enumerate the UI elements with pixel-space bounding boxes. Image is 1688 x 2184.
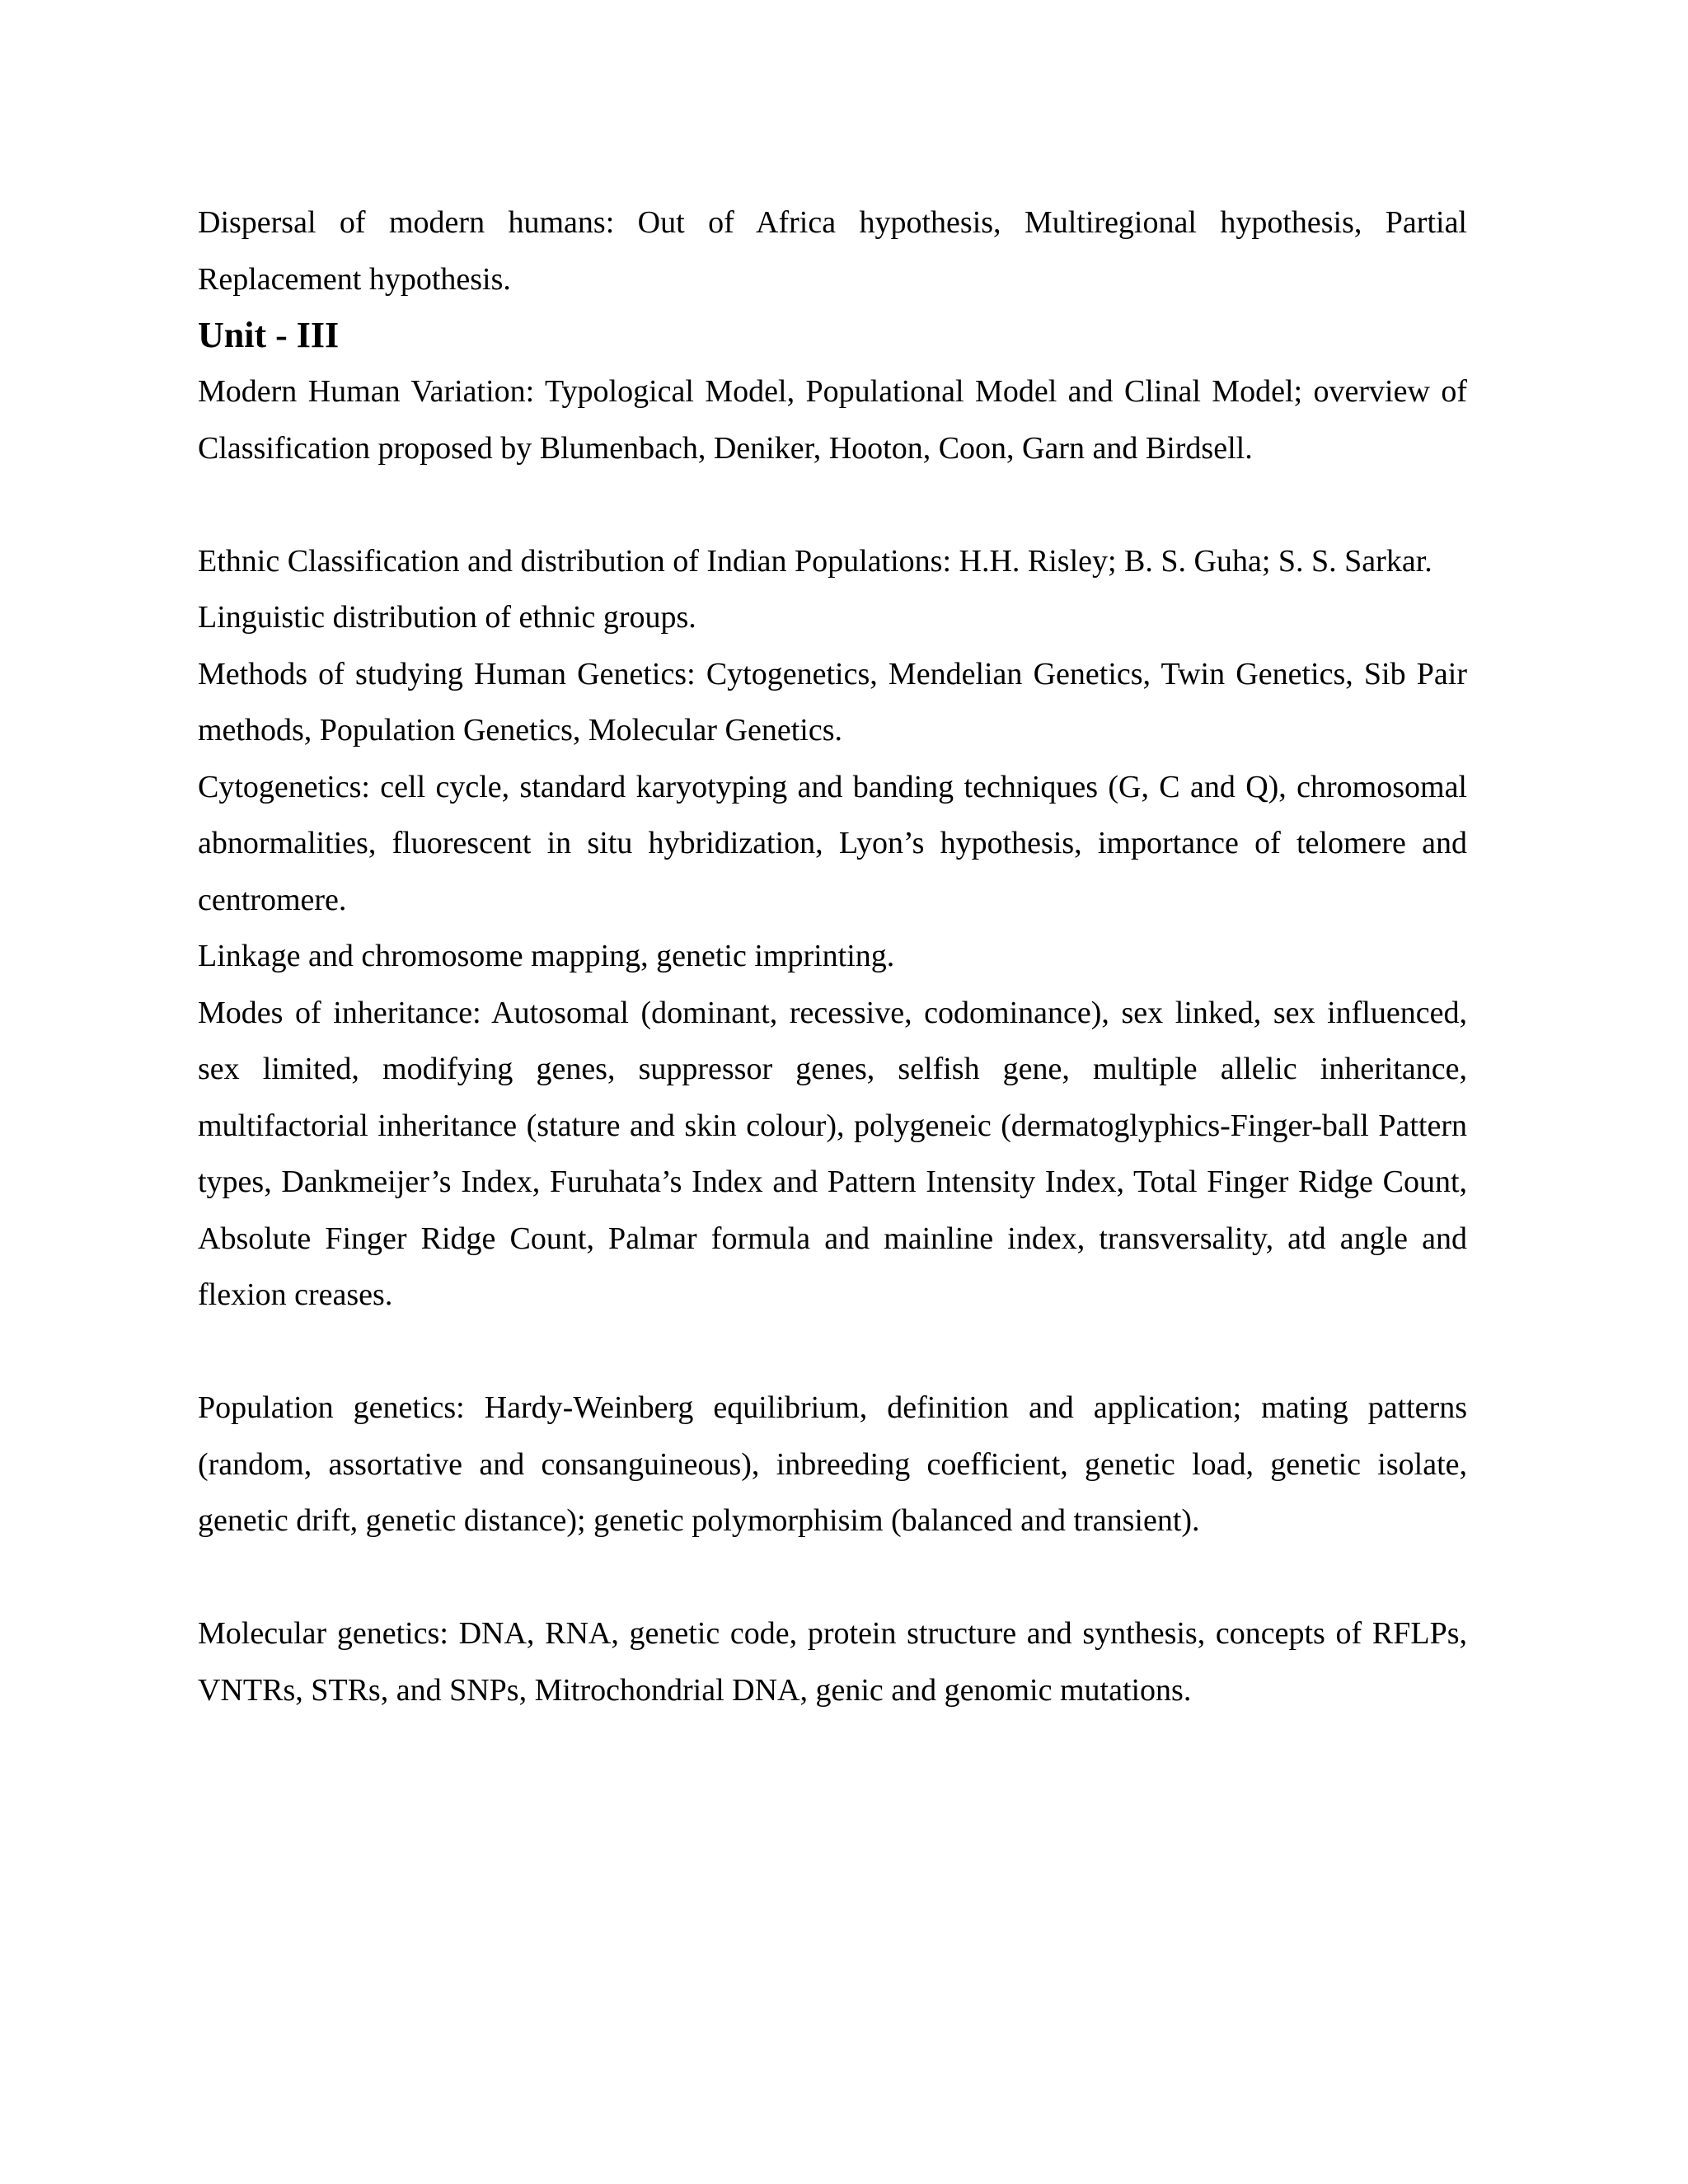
paragraph-modes-of-inheritance: Modes of inheritance: Autosomal (dominant, recessive, codominance), sex linked, sex influenced, sex limited, modifying genes, suppressor genes, selfish gene, multiple allelic inheritance, multifactorial inheritance (stature and skin colour), polygeneic (dermatoglyphics-Finger-ball Pattern types, Dankmeijer’s Index, Furuhata’s Index and Pattern Intensity Index, Total Finger Ridge Count, Absolute Finger Ridge Count, Palmar formula and mainline index, transversality, atd angle and flexion creases.	[198, 995, 1467, 1312]
paragraph-ethnic-classification: Ethnic Classification and distribution of Indian Populations: H.H. Risley; B. S. Guha; S. S. Sarkar.	[198, 543, 1432, 579]
paragraph-population-genetics: Population genetics: Hardy-Weinberg equilibrium, definition and application; mating patterns (random, assortative and consanguineous), inbreeding coefficient, genetic load, genetic isolate, genetic drift, genetic distance); genetic polymorphisim (balanced and transient).	[198, 1390, 1467, 1538]
paragraph-linkage: Linkage and chromosome mapping, genetic imprinting.	[198, 939, 895, 973]
paragraph-dispersal: Dispersal of modern humans: Out of Africa hypothesis, Multiregional hypothesis, Partial Replacement hypothesis.	[198, 205, 1467, 297]
document-body	[198, 194, 1467, 1718]
paragraph-linguistic-distribution: Linguistic distribution of ethnic groups.	[198, 600, 696, 635]
paragraph-methods-human-genetics: Methods of studying Human Genetics: Cytogenetics, Mendelian Genetics, Twin Genetics, Sib Pair methods, Population Genetics, Molecular Genetics.	[198, 656, 1467, 748]
paragraph-molecular-genetics: Molecular genetics: DNA, RNA, genetic code, protein structure and synthesis, concepts of RFLPs, VNTRs, STRs, and SNPs, Mitrochondrial DNA, genic and genomic mutations.	[198, 1616, 1467, 1708]
paragraph-human-variation: Modern Human Variation: Typological Model, Populational Model and Clinal Model; overview of Classification proposed by Blumenbach, Deniker, Hooton, Coon, Garn and Birdsell.	[198, 374, 1467, 466]
paragraph-cytogenetics: Cytogenetics: cell cycle, standard karyotyping and banding techniques (G, C and Q), chromosomal abnormalities, fluorescent in situ hybridization, Lyon’s hypothesis, importance of telomere and centromere.	[198, 769, 1467, 917]
section-heading-unit-iii: Unit - III	[198, 315, 340, 355]
